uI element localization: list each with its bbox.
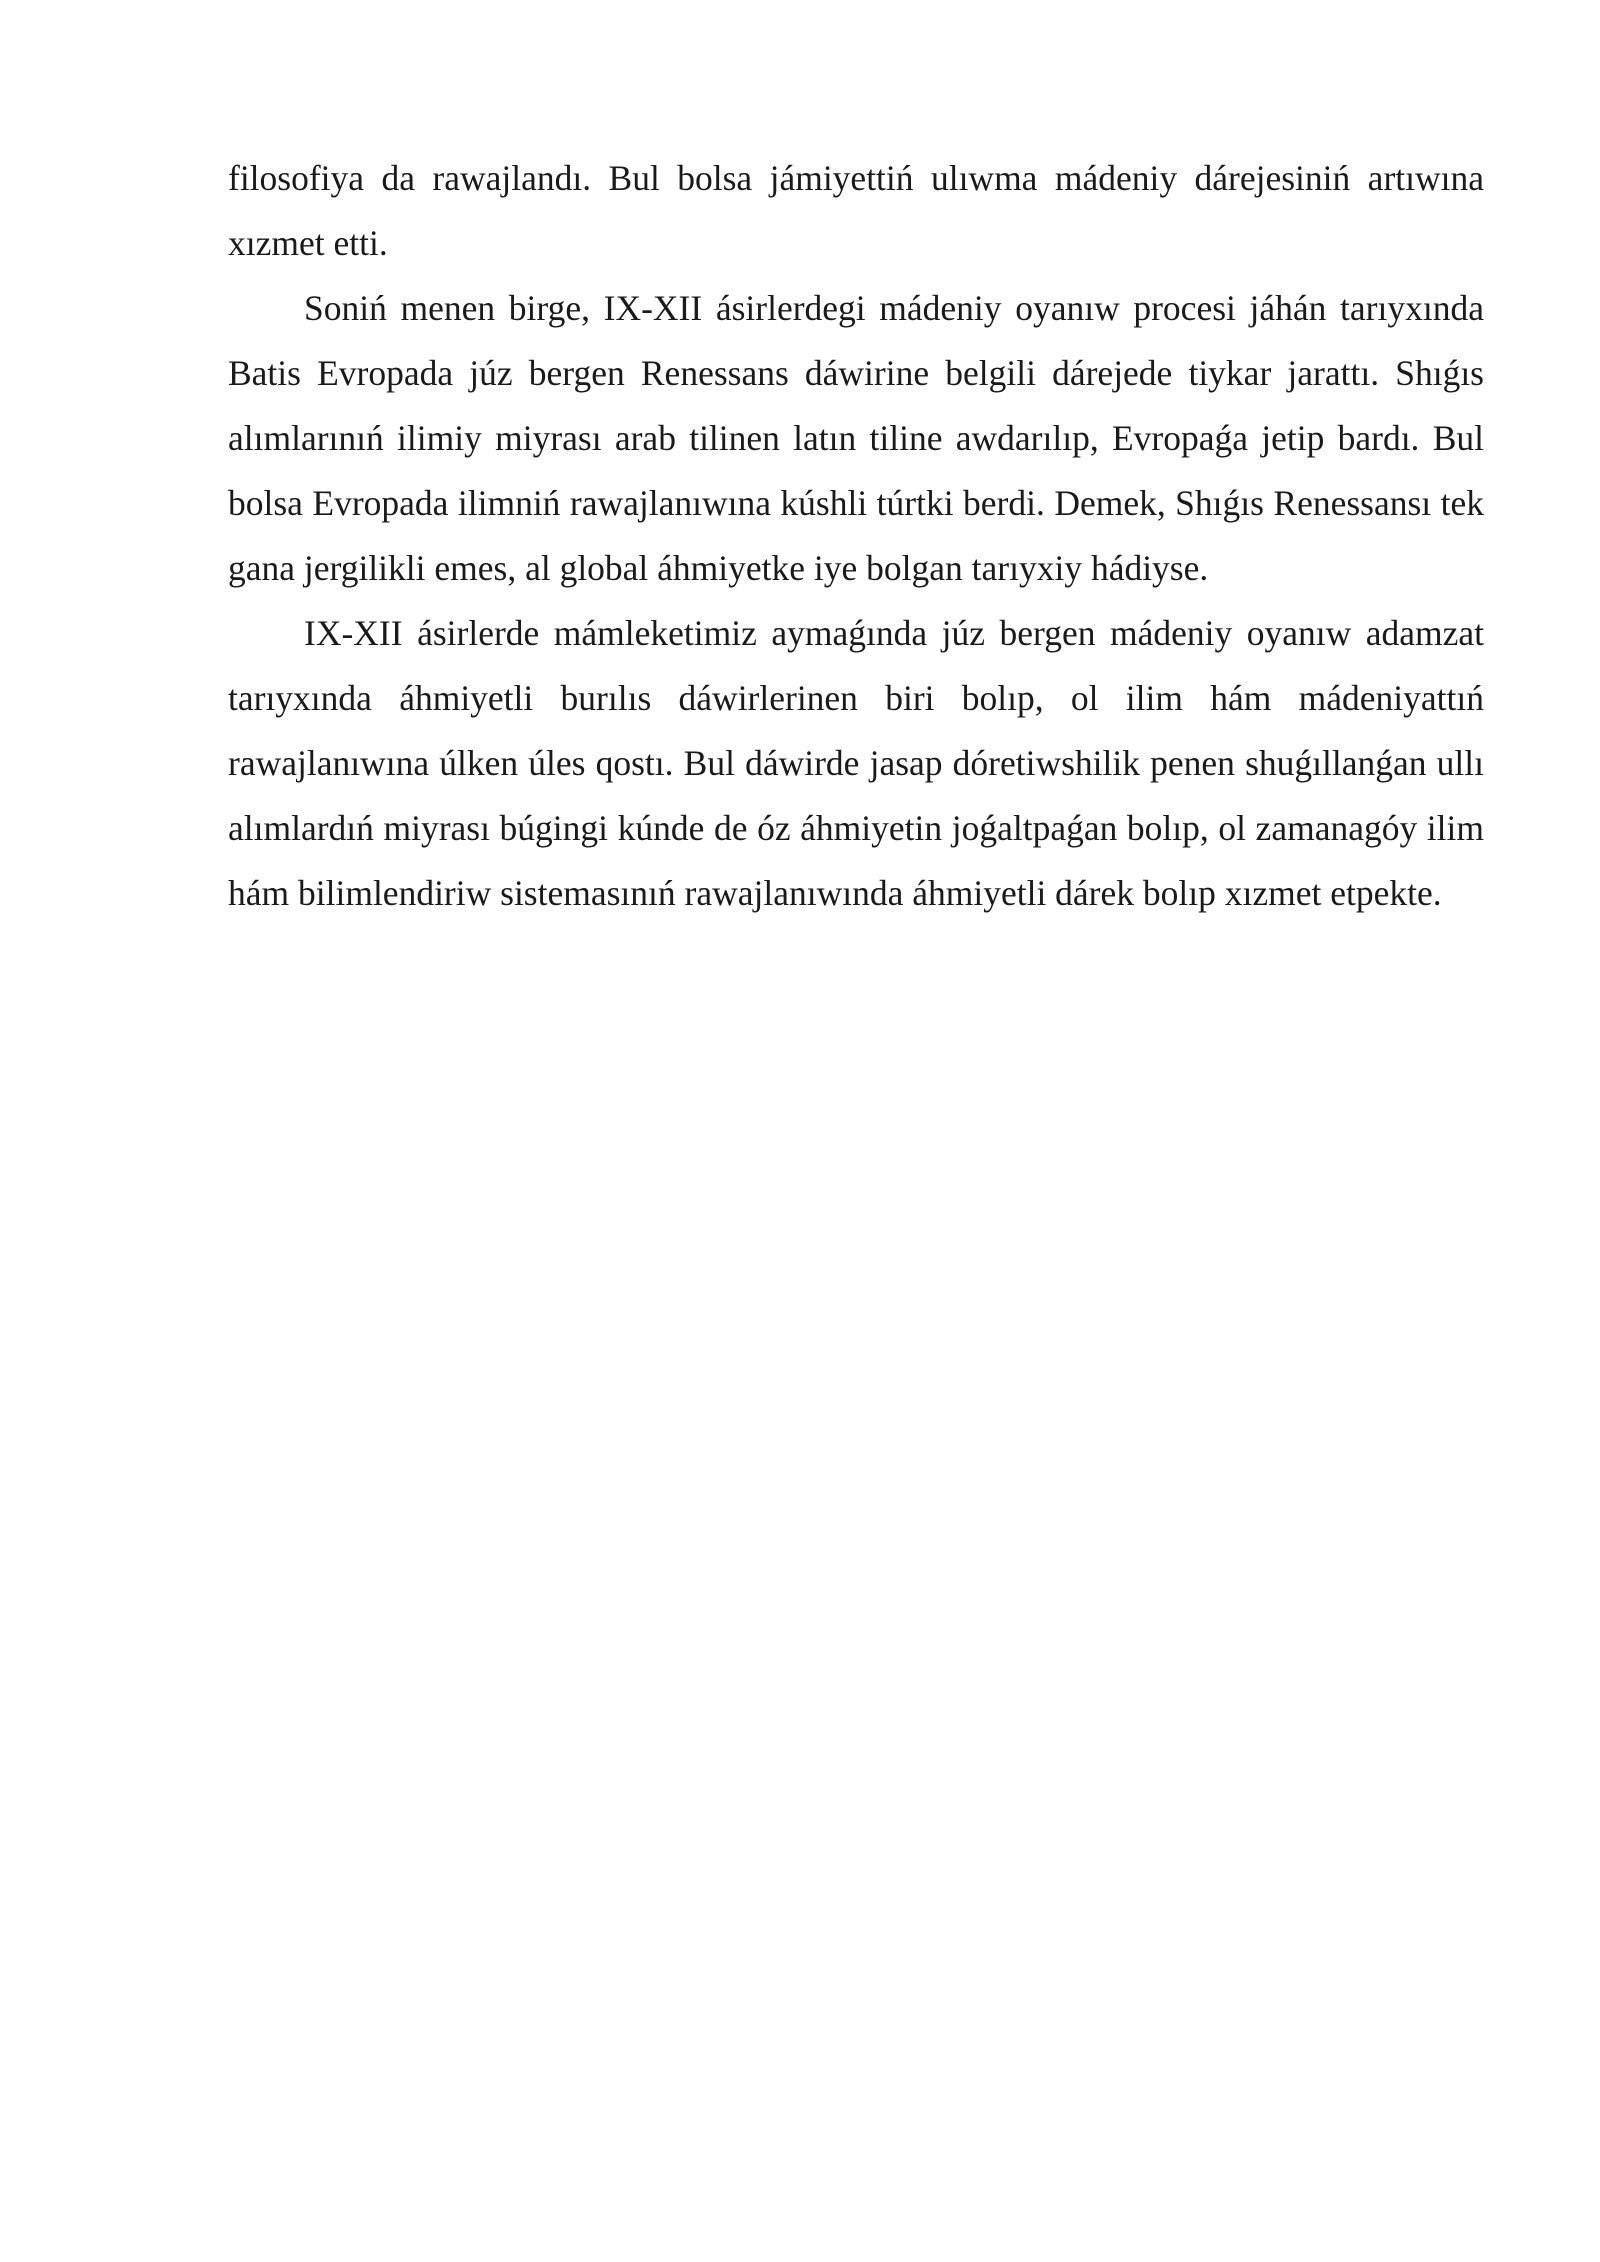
paragraph-conclusion: IX-XII ásirlerde mámleketimiz aymaǵında júz bergen mádeniy oyanıw adamzat tarıyxında áhmiyetli burılıs dáwirlerinen biri bolıp, ol ilim hám mádeniyattıń rawajlanıwına úlken úles qostı. Bul dáwirde jasap dóretiwshilik penen shuǵıllanǵan ullı alımlardıń miyrası búgingi kúnde de óz áhmiyetin joǵaltpaǵan bolıp, ol zamanagóy ilim hám bilimlendiriw sistemasınıń rawajlanıwında áhmiyetli dárek bolıp xızmet etpekte. xyxy=(228,613,1484,913)
body-text xyxy=(228,146,1484,926)
paragraph-renaissance-influence: Soniń menen birge, IX-XII ásirlerdegi mádeniy oyanıw procesi jáhán tarıyxında Batis Evropada júz bergen Renessans dáwirine belgili dárejede tiykar jarattı. Shıǵıs alımlarınıń ilimiy miyrası arab tilinen latın tiline awdarılıp, Evropaǵa jetip bardı. Bul bolsa Evropada ilimniń rawajlanıwına kúshli túrtki berdi. Demek, Shıǵıs Renessansı tek gana jergilikli emes, al global áhmiyetke iye bolgan tarıyxiy hádiyse. xyxy=(228,288,1484,588)
paragraph-continuation: filosofiya da rawajlandı. Bul bolsa jámiyettiń ulıwma mádeniy dárejesiniń artıwına xızmet etti. xyxy=(228,158,1484,263)
